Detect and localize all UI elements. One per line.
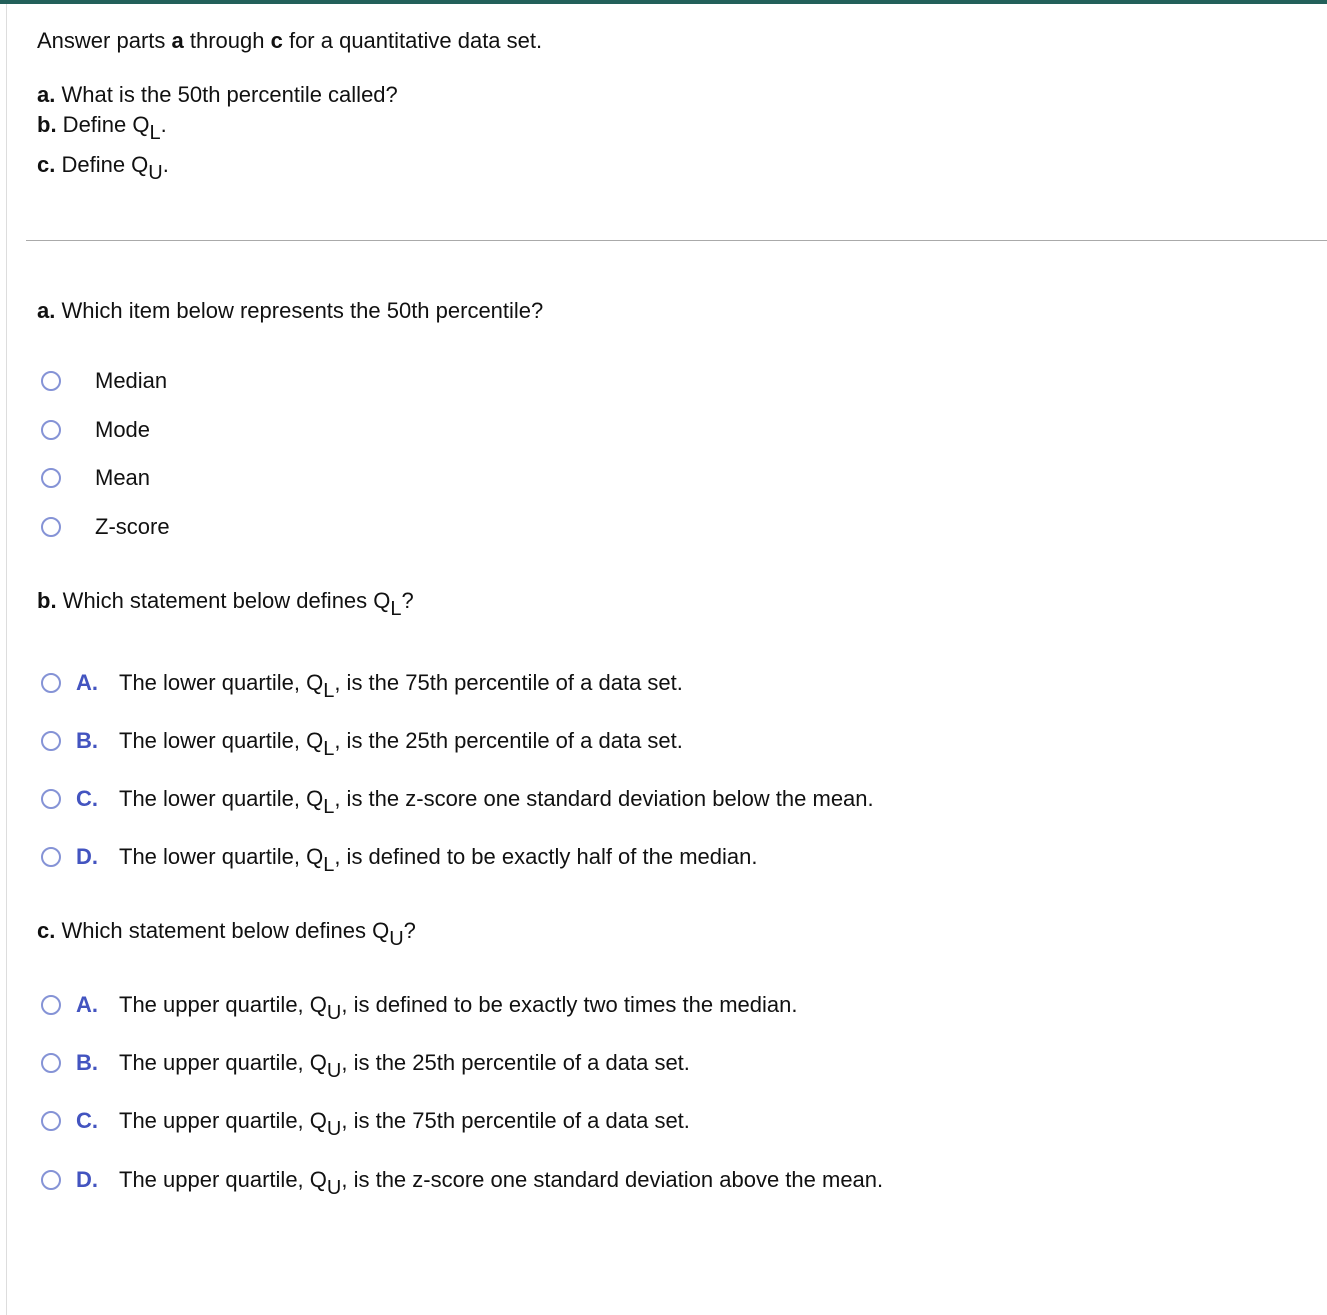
divider [26,240,1327,241]
option-text[interactable]: The upper quartile, $Q_U$, is the z-score one standard deviation above the mean. [119,1167,884,1199]
option-text[interactable]: The lower quartile, $Q_L$, is the 75th percentile of a data set. [119,670,683,702]
option-letter: D. [76,844,98,869]
radio-button[interactable] [41,673,61,693]
radio-button[interactable] [41,371,61,391]
option-label[interactable]: Z-score [95,514,170,539]
option-text[interactable]: The lower quartile, $Q_L$, is the 25th percentile of a data set. [119,728,683,760]
option-letter: D. [76,1167,98,1192]
option-label[interactable]: Mode [95,417,151,442]
radio-button[interactable] [41,420,61,440]
option-label[interactable]: Mean [95,465,151,490]
option-text[interactable]: The lower quartile, $Q_L$, is defined to be exactly half of the median. [119,844,758,876]
left-border [6,4,7,1315]
option-text[interactable]: The upper quartile, $Q_U$, is the 75th percentile of a data set. [119,1108,690,1140]
top-bar [0,0,1327,4]
option-text[interactable]: The upper quartile, $Q_U$, is defined to be exactly two times the median. [119,992,798,1024]
part-a-prompt: a. Which item below represents the 50th percentile? [37,298,544,323]
radio-button[interactable] [41,731,61,751]
radio-button[interactable] [41,468,61,488]
radio-button[interactable] [41,847,61,867]
option-letter: A. [76,992,98,1017]
part-c-prompt: c. Which statement below defines $Q_U$? [37,918,416,950]
radio-button[interactable] [41,1170,61,1190]
question-b: b. Define $Q_L$. [37,112,167,144]
option-text[interactable]: The upper quartile, $Q_U$, is the 25th percentile of a data set. [119,1050,690,1082]
radio-button[interactable] [41,1053,61,1073]
option-letter: C. [76,786,98,811]
option-letter: B. [76,728,98,753]
intro-text: Answer parts a through c for a quantitative data set. [37,28,543,53]
radio-button[interactable] [41,995,61,1015]
question-a: a. What is the 50th percentile called? [37,82,398,107]
option-letter: B. [76,1050,98,1075]
question-c: c. Define $Q_U$. [37,152,169,184]
option-text[interactable]: The lower quartile, $Q_L$, is the z-score one standard deviation below the mean. [119,786,874,818]
radio-button[interactable] [41,789,61,809]
radio-button[interactable] [41,517,61,537]
option-letter: A. [76,670,98,695]
radio-button[interactable] [41,1111,61,1131]
option-letter: C. [76,1108,98,1133]
part-b-prompt: b. Which statement below defines $Q_L$? [37,588,414,620]
option-label[interactable]: Median [95,368,168,393]
